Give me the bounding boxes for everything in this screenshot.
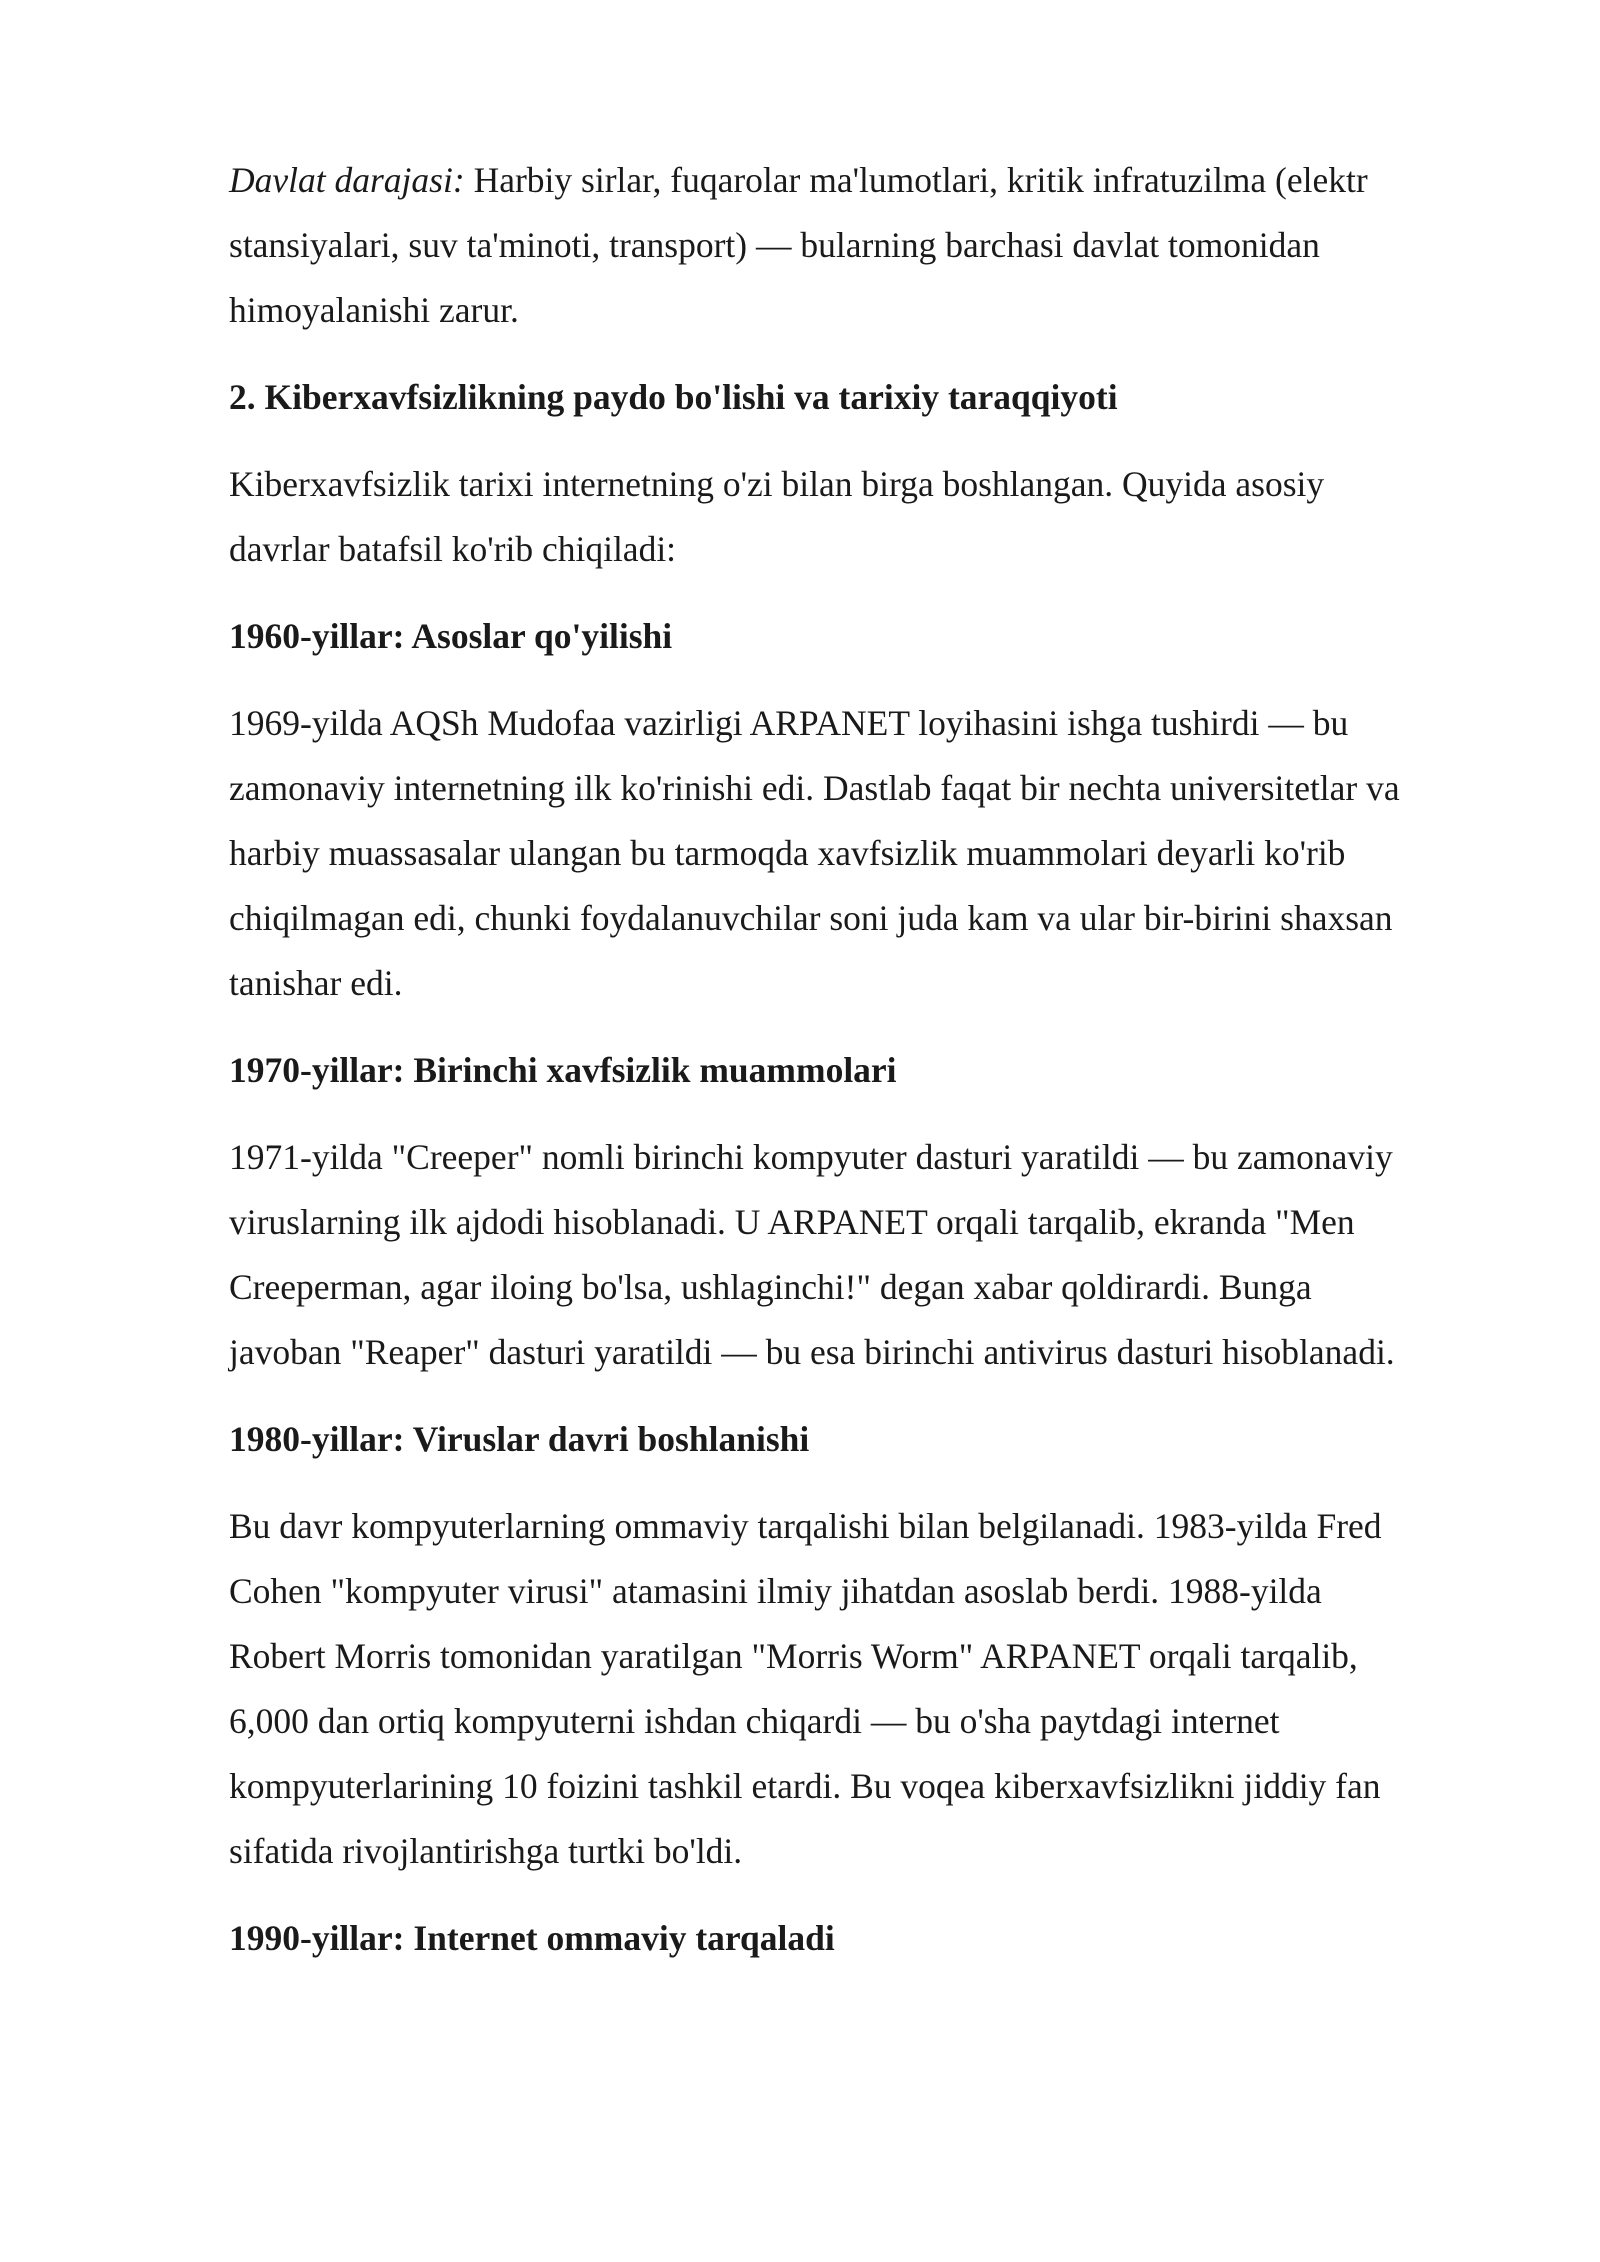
era-heading-1990: 1990-yillar: Internet ommaviy tarqaladi (229, 1918, 835, 1958)
era-heading-1980: 1980-yillar: Viruslar davri boshlanishi (229, 1419, 810, 1459)
section-title: 2. Kiberxavfsizlikning paydo bo'lishi va tarixiy taraqqiyoti (229, 377, 1118, 417)
era-heading-1960: 1960-yillar: Asoslar qo'yilishi (229, 616, 673, 656)
document-page (229, 148, 1409, 1971)
intro-label: Davlat darajasi: (229, 160, 465, 200)
era-text-1980: Bu davr kompyuterlarning ommaviy tarqalishi bilan belgilanadi. 1983-yilda Fred Cohen "kompyuter virusi" atamasini ilmiy jihatdan asoslab berdi. 1988-yilda Robert Morris tomonidan yaratilgan "Morris Worm" ARPANET orqali tarqalib, 6,000 dan ortiq kompyuterni ishdan chiqardi — bu o'sha paytdagi internet kompyuterlarining 10 foizini tashkil etardi. Bu voqea kiberxavfsizlikni jiddiy fan sifatida rivojlantirishga turtki bo'ldi. (229, 1506, 1382, 1871)
era-heading-1970: 1970-yillar: Birinchi xavfsizlik muammolari (229, 1050, 897, 1090)
era-text-1960: 1969-yilda AQSh Mudofaa vazirligi ARPANET loyihasini ishga tushirdi — bu zamonaviy internetning ilk ko'rinishi edi. Dastlab faqat bir nechta universitetlar va harbiy muassasalar ulangan bu tarmoqda xavfsizlik muammolari deyarli ko'rib chiqilmagan edi, chunki foydalanuvchilar soni juda kam va ular bir-birini shaxsan tanishar edi. (229, 703, 1400, 1003)
intro-text: Harbiy sirlar, fuqarolar ma'lumotlari, kritik infratuzilma (elektr stansiyalari, suv ta'minoti, transport) — bularning barchasi davlat tomonidan himoyalanishi zarur. (229, 160, 1368, 330)
intro-paragraph (229, 148, 1409, 343)
era-text-1970: 1971-yilda "Creeper" nomli birinchi kompyuter dasturi yaratildi — bu zamonaviy viruslarning ilk ajdodi hisoblanadi. U ARPANET orqali tarqalib, ekranda "Men Creeperman, agar iloing bo'lsa, ushlaginchi!" degan xabar qoldirardi. Bunga javoban "Reaper" dasturi yaratildi — bu esa birinchi antivirus dasturi hisoblanadi. (229, 1137, 1395, 1372)
section-intro: Kiberxavfsizlik tarixi internetning o'zi bilan birga boshlangan. Quyida asosiy davrlar batafsil ko'rib chiqiladi: (229, 464, 1325, 569)
